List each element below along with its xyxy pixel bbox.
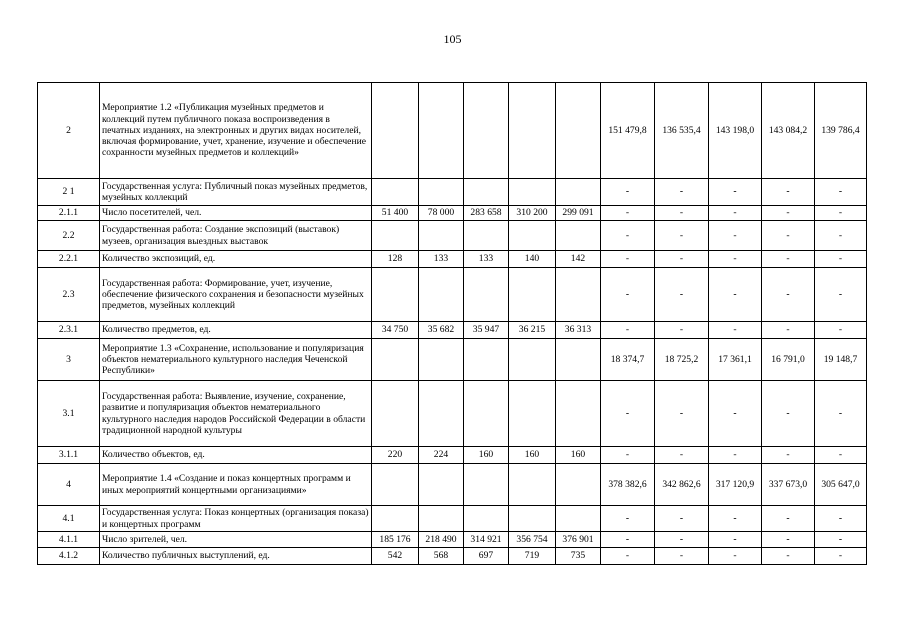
finance-cell: - bbox=[815, 322, 867, 339]
indicator-cell: 51 400 bbox=[372, 206, 419, 221]
finance-cell: - bbox=[762, 548, 815, 565]
row-number: 2.3 bbox=[38, 268, 100, 322]
indicator-cell bbox=[419, 179, 464, 206]
finance-cell: - bbox=[815, 251, 867, 268]
indicator-cell bbox=[419, 381, 464, 447]
finance-cell: - bbox=[762, 381, 815, 447]
indicator-cell: 160 bbox=[464, 447, 509, 464]
finance-cell: - bbox=[655, 322, 709, 339]
finance-cell: - bbox=[762, 206, 815, 221]
finance-cell: - bbox=[709, 221, 762, 251]
finance-cell: 16 791,0 bbox=[762, 339, 815, 381]
finance-cell: 143 084,2 bbox=[762, 83, 815, 179]
indicator-cell bbox=[372, 506, 419, 532]
table-body bbox=[38, 83, 867, 565]
finance-cell: - bbox=[655, 506, 709, 532]
table-row bbox=[38, 251, 867, 268]
table-row bbox=[38, 268, 867, 322]
table-row bbox=[38, 206, 867, 221]
indicator-cell bbox=[509, 506, 556, 532]
finance-cell: - bbox=[815, 532, 867, 548]
indicator-cell bbox=[509, 221, 556, 251]
indicator-cell: 735 bbox=[556, 548, 601, 565]
indicator-cell bbox=[372, 268, 419, 322]
finance-cell: - bbox=[709, 506, 762, 532]
indicator-cell: 35 947 bbox=[464, 322, 509, 339]
row-number: 3.1.1 bbox=[38, 447, 100, 464]
indicator-cell: 133 bbox=[419, 251, 464, 268]
finance-cell: - bbox=[815, 506, 867, 532]
table-row bbox=[38, 548, 867, 565]
row-number: 4 bbox=[38, 464, 100, 506]
indicator-cell bbox=[419, 464, 464, 506]
finance-cell: - bbox=[762, 179, 815, 206]
finance-cell: - bbox=[601, 322, 655, 339]
indicator-cell: 142 bbox=[556, 251, 601, 268]
indicator-cell bbox=[556, 381, 601, 447]
indicator-cell: 133 bbox=[464, 251, 509, 268]
table-row bbox=[38, 506, 867, 532]
indicator-cell: 697 bbox=[464, 548, 509, 565]
table-row bbox=[38, 322, 867, 339]
indicator-cell bbox=[509, 179, 556, 206]
indicator-cell: 299 091 bbox=[556, 206, 601, 221]
finance-cell: - bbox=[601, 381, 655, 447]
indicator-cell bbox=[464, 339, 509, 381]
finance-cell: - bbox=[655, 179, 709, 206]
indicator-cell: 218 490 bbox=[419, 532, 464, 548]
finance-cell: - bbox=[815, 447, 867, 464]
indicator-cell bbox=[419, 221, 464, 251]
row-name: Количество публичных выступлений, ед. bbox=[100, 548, 372, 565]
indicator-cell bbox=[372, 464, 419, 506]
indicator-cell: 224 bbox=[419, 447, 464, 464]
finance-cell: - bbox=[601, 506, 655, 532]
finance-cell: 342 862,6 bbox=[655, 464, 709, 506]
indicator-cell bbox=[372, 221, 419, 251]
indicator-cell bbox=[464, 268, 509, 322]
finance-cell: - bbox=[601, 268, 655, 322]
finance-cell: - bbox=[601, 179, 655, 206]
row-name: Мероприятие 1.3 «Сохранение, использование и популяризация объектов нематериального культурного наследия Чеченской Республики» bbox=[100, 339, 372, 381]
finance-cell: - bbox=[601, 447, 655, 464]
finance-cell: 151 479,8 bbox=[601, 83, 655, 179]
row-number: 2.3.1 bbox=[38, 322, 100, 339]
row-number: 2.1.1 bbox=[38, 206, 100, 221]
finance-cell: 136 535,4 bbox=[655, 83, 709, 179]
program-table bbox=[37, 82, 867, 565]
indicator-cell bbox=[556, 464, 601, 506]
indicator-cell bbox=[556, 179, 601, 206]
indicator-cell bbox=[509, 268, 556, 322]
indicator-cell bbox=[556, 268, 601, 322]
finance-cell: - bbox=[709, 268, 762, 322]
indicator-cell bbox=[509, 464, 556, 506]
indicator-cell bbox=[464, 179, 509, 206]
row-name: Государственная услуга: Показ концертных (организация показа) и концертных программ bbox=[100, 506, 372, 532]
finance-cell: 139 786,4 bbox=[815, 83, 867, 179]
finance-cell: - bbox=[762, 447, 815, 464]
indicator-cell: 78 000 bbox=[419, 206, 464, 221]
finance-cell: - bbox=[655, 532, 709, 548]
indicator-cell: 35 682 bbox=[419, 322, 464, 339]
indicator-cell bbox=[372, 339, 419, 381]
finance-cell: - bbox=[709, 447, 762, 464]
finance-cell: 143 198,0 bbox=[709, 83, 762, 179]
table-row bbox=[38, 532, 867, 548]
row-name: Государственная работа: Выявление, изучение, сохранение, развитие и популяризация объектов нематериального культурного наследия народов Российской Федерации в области традиционной народной культуры bbox=[100, 381, 372, 447]
indicator-cell bbox=[419, 83, 464, 179]
finance-cell: - bbox=[815, 179, 867, 206]
row-number: 2 1 bbox=[38, 179, 100, 206]
finance-cell: - bbox=[601, 221, 655, 251]
indicator-cell bbox=[419, 339, 464, 381]
finance-cell: 317 120,9 bbox=[709, 464, 762, 506]
row-number: 4.1.1 bbox=[38, 532, 100, 548]
finance-cell: 19 148,7 bbox=[815, 339, 867, 381]
indicator-cell bbox=[556, 339, 601, 381]
table-row bbox=[38, 83, 867, 179]
row-name: Число зрителей, чел. bbox=[100, 532, 372, 548]
finance-cell: - bbox=[601, 206, 655, 221]
row-number: 3.1 bbox=[38, 381, 100, 447]
indicator-cell bbox=[464, 381, 509, 447]
finance-cell: - bbox=[655, 206, 709, 221]
indicator-cell bbox=[419, 268, 464, 322]
finance-cell: - bbox=[709, 322, 762, 339]
finance-cell: 337 673,0 bbox=[762, 464, 815, 506]
row-number: 2.2.1 bbox=[38, 251, 100, 268]
row-name: Количество объектов, ед. bbox=[100, 447, 372, 464]
finance-cell: - bbox=[762, 322, 815, 339]
indicator-cell: 220 bbox=[372, 447, 419, 464]
row-number: 2 bbox=[38, 83, 100, 179]
table-row bbox=[38, 179, 867, 206]
table-row bbox=[38, 339, 867, 381]
indicator-cell bbox=[464, 506, 509, 532]
finance-cell: - bbox=[815, 548, 867, 565]
finance-cell: - bbox=[709, 532, 762, 548]
table-row bbox=[38, 381, 867, 447]
indicator-cell bbox=[509, 339, 556, 381]
indicator-cell bbox=[556, 221, 601, 251]
indicator-cell: 719 bbox=[509, 548, 556, 565]
row-name: Мероприятие 1.2 «Публикация музейных предметов и коллекций путем публичного показа воспроизведения в печатных изданиях, на электронных и других видах носителей, включая формирование, учет, хранение, изучение и обеспечение сохранности музейных предметов и коллекций» bbox=[100, 83, 372, 179]
finance-cell: - bbox=[709, 179, 762, 206]
indicator-cell bbox=[372, 179, 419, 206]
row-name: Мероприятие 1.4 «Создание и показ концертных программ и иных мероприятий концертными организациями» bbox=[100, 464, 372, 506]
row-number: 4.1.2 bbox=[38, 548, 100, 565]
finance-cell: - bbox=[601, 548, 655, 565]
finance-cell: - bbox=[815, 206, 867, 221]
row-name: Государственная услуга: Публичный показ музейных предметов, музейных коллекций bbox=[100, 179, 372, 206]
finance-cell: - bbox=[762, 506, 815, 532]
finance-cell: 18 725,2 bbox=[655, 339, 709, 381]
indicator-cell: 128 bbox=[372, 251, 419, 268]
indicator-cell: 314 921 bbox=[464, 532, 509, 548]
row-name: Количество экспозиций, ед. bbox=[100, 251, 372, 268]
indicator-cell: 36 215 bbox=[509, 322, 556, 339]
finance-cell: - bbox=[762, 221, 815, 251]
finance-cell: - bbox=[762, 268, 815, 322]
indicator-cell bbox=[556, 506, 601, 532]
finance-cell: 17 361,1 bbox=[709, 339, 762, 381]
finance-cell: - bbox=[815, 381, 867, 447]
indicator-cell bbox=[372, 83, 419, 179]
indicator-cell: 542 bbox=[372, 548, 419, 565]
indicator-cell bbox=[556, 83, 601, 179]
indicator-cell: 185 176 bbox=[372, 532, 419, 548]
indicator-cell: 160 bbox=[556, 447, 601, 464]
row-name: Число посетителей, чел. bbox=[100, 206, 372, 221]
row-name: Количество предметов, ед. bbox=[100, 322, 372, 339]
finance-cell: - bbox=[762, 251, 815, 268]
finance-cell: - bbox=[709, 381, 762, 447]
finance-cell: - bbox=[655, 251, 709, 268]
finance-cell: - bbox=[709, 206, 762, 221]
indicator-cell: 36 313 bbox=[556, 322, 601, 339]
finance-cell: 305 647,0 bbox=[815, 464, 867, 506]
finance-cell: - bbox=[709, 548, 762, 565]
row-number: 2.2 bbox=[38, 221, 100, 251]
finance-cell: 378 382,6 bbox=[601, 464, 655, 506]
indicator-cell bbox=[464, 221, 509, 251]
row-name: Государственная работа: Формирование, учет, изучение, обеспечение физического сохранения и безопасности музейных предметов, музейных коллекций bbox=[100, 268, 372, 322]
finance-cell: - bbox=[601, 251, 655, 268]
indicator-cell: 310 200 bbox=[509, 206, 556, 221]
finance-cell: - bbox=[655, 268, 709, 322]
indicator-cell bbox=[509, 83, 556, 179]
finance-cell: - bbox=[815, 221, 867, 251]
table-row bbox=[38, 464, 867, 506]
finance-cell: - bbox=[762, 532, 815, 548]
indicator-cell: 356 754 bbox=[509, 532, 556, 548]
indicator-cell: 283 658 bbox=[464, 206, 509, 221]
finance-cell: - bbox=[655, 381, 709, 447]
row-number: 3 bbox=[38, 339, 100, 381]
finance-cell: - bbox=[815, 268, 867, 322]
indicator-cell bbox=[464, 464, 509, 506]
finance-cell: 18 374,7 bbox=[601, 339, 655, 381]
indicator-cell: 376 901 bbox=[556, 532, 601, 548]
finance-cell: - bbox=[655, 447, 709, 464]
indicator-cell: 568 bbox=[419, 548, 464, 565]
indicator-cell: 34 750 bbox=[372, 322, 419, 339]
indicator-cell: 160 bbox=[509, 447, 556, 464]
finance-cell: - bbox=[709, 251, 762, 268]
page-number: 105 bbox=[443, 32, 462, 46]
finance-cell: - bbox=[655, 221, 709, 251]
finance-cell: - bbox=[601, 532, 655, 548]
table-row bbox=[38, 447, 867, 464]
indicator-cell bbox=[464, 83, 509, 179]
table-row bbox=[38, 221, 867, 251]
finance-cell: - bbox=[655, 548, 709, 565]
row-number: 4.1 bbox=[38, 506, 100, 532]
indicator-cell bbox=[372, 381, 419, 447]
indicator-cell: 140 bbox=[509, 251, 556, 268]
indicator-cell bbox=[509, 381, 556, 447]
indicator-cell bbox=[419, 506, 464, 532]
row-name: Государственная работа: Создание экспозиций (выставок) музеев, организация выездных выставок bbox=[100, 221, 372, 251]
